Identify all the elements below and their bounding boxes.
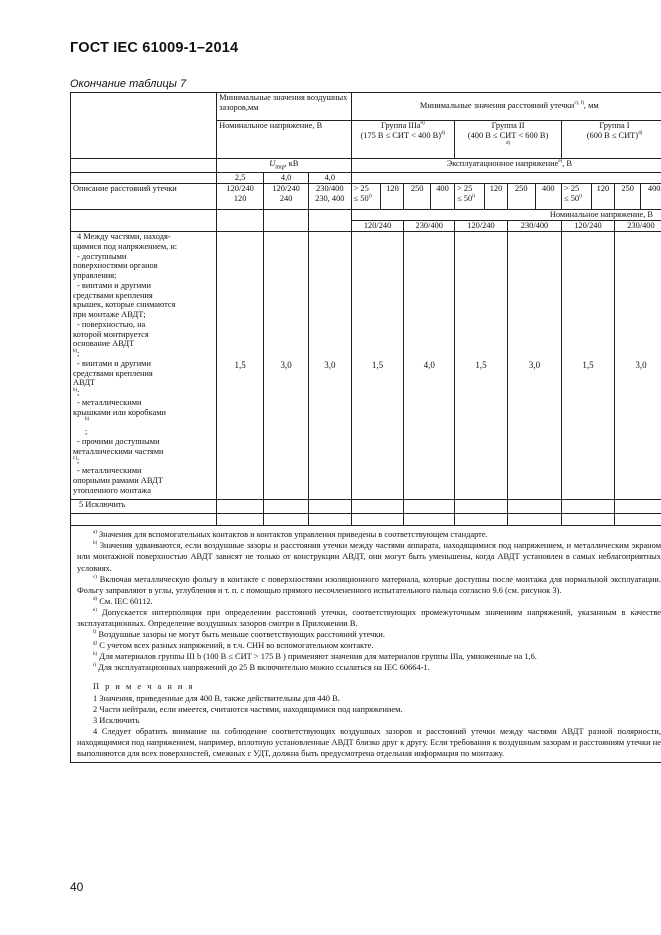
footnote: $^{f)}$ Воздушные зазоры не могут быть меньше соответствующих расстояний утечки. [93, 630, 386, 640]
op-voltage-cell: 120 [381, 184, 404, 210]
nominal-voltage-cell: 230/400 [404, 221, 455, 232]
row5-label: 5 Исключить [71, 500, 217, 514]
footnote: $^{g)}$ С учетом всех разных напряжений, в т.ч. СНН во вспомогательном контакте. [93, 641, 374, 651]
op-voltage-low-cell: > 25 ≤ $50^{i)}$ [562, 184, 592, 210]
empty-cell [614, 514, 661, 526]
row4-description: 4 Между частями, находя- щимися под напряжением, и: - доступными поверхностями органов управления; - винтами и другими средствами крепления крышек, которые снимаются при монтаже АВДТ; - поверхностью, на которой монтируется основание АВДТ $^{b)}$; - винтами и другими средствами крепления АВДТ $^{b)}$; - металлическими крышками или коробками $^{b)}$ ; - прочими доступными металлическими частями $^{c)}$; - металлическими опорными рамами АВДТ утопленного монтажа [71, 232, 217, 500]
footnote: $^{h)}$ Для материалов группы III b (100 В ≤ СИТ > 175 В ) применяют значения для материалов группы IIIa, умноженные на 1,6. [93, 652, 537, 662]
air-gap-value: 3,0 [264, 232, 309, 500]
empty-cell [71, 173, 217, 184]
footnote: $^{e)}$ Допускается интерполяция при определении расстояний утечки, соответствующих промежуточным значениям напряжений, указанным в качестве эксплуатационных. Определение воздушных зазоров смотри в Приложении В. [77, 607, 661, 628]
footnote: $^{c)}$ Включая металлическую фольгу в контакте с поверхностями изоляционного материала, которые доступны после монтажа для нормальной эксплуатации. Фольгу заправляют в углы, углубления и т. п. с помощью прямого несочлененного испытательного пальца согласно 9.6 (см. рисунок 3). [77, 574, 661, 595]
group-1-header: Группа I (600 В ≤ СИТ)$^{d)}$ [562, 121, 661, 159]
air-voltage-cell: 230/400 230, 400 [309, 184, 352, 210]
uimp-value: 4,0 [264, 173, 309, 184]
empty-cell [71, 159, 217, 173]
note: 2 Части нейтрали, если имеется, считаются частями, находящимися под напряжением. [93, 704, 403, 714]
empty-cell [351, 514, 404, 526]
empty-cell [217, 500, 264, 514]
op-voltage-cell: 400 [535, 184, 561, 210]
empty-cell [351, 500, 404, 514]
empty-cell [562, 514, 615, 526]
creepage-value: 4,0 [404, 232, 455, 500]
nominal-voltage-header: Номинальное напряжение, В [217, 121, 352, 159]
document-title: ГОСТ IEC 61009-1–2014 [70, 40, 239, 56]
op-voltage-cell: 250 [614, 184, 640, 210]
empty-cell [507, 500, 561, 514]
empty-cell [264, 500, 309, 514]
empty-cell [309, 210, 352, 232]
footnote: $^{i)}$ Для эксплуатационных напряжений до 25 В включительно можно ссылаться на IEC 60664-1. [93, 663, 430, 673]
air-gap-value: 3,0 [309, 232, 352, 500]
empty-cell [264, 514, 309, 526]
nominal-voltage-cell: 230/400 [507, 221, 561, 232]
footnote: $^{a)}$ Значения для вспомогательных контактов и контактов управления приведены в соответствующем стандарте. [93, 530, 488, 540]
empty-cell [562, 500, 615, 514]
row-desc-label: Описание расстояний утечки [71, 184, 217, 210]
nominal-voltage-cell: 230/400 [614, 221, 661, 232]
table-caption: Окончание таблицы 7 [70, 78, 187, 90]
op-voltage-cell: 400 [430, 184, 454, 210]
empty-cell [614, 500, 661, 514]
note: 3 Исключить [93, 715, 140, 725]
group-3a-header: Группа IIIа$^{h)}$ (175 В ≤ СИТ < 400 В)$^{d)}$ [351, 121, 454, 159]
empty-cell [404, 500, 455, 514]
empty-cell [217, 210, 264, 232]
op-voltage-cell: 120 [591, 184, 614, 210]
empty-cell [351, 173, 661, 184]
creepage-value: 1,5 [455, 232, 508, 500]
uimp-value: 2,5 [217, 173, 264, 184]
creepage-value: 3,0 [507, 232, 561, 500]
operating-voltage-header: Эксплуатационное напряжение$^{e)}$, В [351, 159, 661, 173]
creepage-value: 1,5 [562, 232, 615, 500]
op-voltage-cell: 120 [484, 184, 507, 210]
air-gap-value: 1,5 [217, 232, 264, 500]
notes-heading: П р и м е ч а н и я [93, 682, 195, 692]
uimp-label: $U_{imp}$, кВ [217, 159, 352, 173]
nominal-voltage-cell: 120/240 [562, 221, 615, 232]
footnotes-block [71, 526, 661, 763]
empty-cell [455, 500, 508, 514]
creepage-header: Минимальные значения расстояний утечки$^{c), f)}$, мм [351, 93, 661, 121]
note: 1 Значения, приведенные для 400 В, также действительны для 440 В. [93, 693, 340, 703]
op-voltage-cell: 250 [507, 184, 535, 210]
air-voltage-cell: 120/240 240 [264, 184, 309, 210]
empty-cell [455, 514, 508, 526]
op-voltage-cell: 400 [641, 184, 661, 210]
air-gap-header: Минимальные значения воздушных зазоров,мм [217, 93, 352, 121]
air-voltage-cell: 120/240 120 [217, 184, 264, 210]
empty-cell [507, 514, 561, 526]
empty-cell [264, 210, 309, 232]
page-number: 40 [70, 880, 84, 894]
empty-cell [309, 514, 352, 526]
nominal-voltage-cell: 120/240 [455, 221, 508, 232]
nominal-voltage-row-label: Номинальное напряжение, В [351, 210, 661, 221]
op-voltage-cell: 250 [404, 184, 430, 210]
op-voltage-low-cell: > 25 ≤ $50^{i)}$ [455, 184, 485, 210]
op-voltage-low-cell: > 25 ≤ $50^{i)}$ [351, 184, 381, 210]
note: 4 Следует обратить внимание на соблюдение соответствующих воздушных зазоров и расстояний утечки между частями АВДТ разной полярности, находящимися под напряжением, например, вплотную установленные АВДТ близко друг к другу. Если требования к воздушным зазорам и расстояниям утечки не выполняются для всех поверхностей, смежных с УДТ, должна быть предусмотрена отдельная информация по монтажу. [77, 726, 661, 759]
header-empty-cell [71, 93, 217, 159]
empty-cell [71, 210, 217, 232]
creepage-value: 3,0 [614, 232, 661, 500]
creepage-table [70, 92, 661, 763]
empty-cell [404, 514, 455, 526]
group-2-header: Группа II (400 В ≤ СИТ < 600 В) $^{d)}$ [455, 121, 562, 159]
empty-cell [71, 514, 217, 526]
footnote: $^{b)}$ Значения удваиваются, если воздушные зазоры и расстояния утечки между частями аппарата, находящимися под напряжением, и металлическим экраном или монтажной поверхностью АВДТ зависят не только от конструкции АВДТ, они могут быть уменьшены, когда АВДТ установлен в самых неблагоприятных условиях. [77, 541, 661, 573]
creepage-value: 1,5 [351, 232, 404, 500]
uimp-value: 4,0 [309, 173, 352, 184]
footnote: $^{d)}$ См. IEC 60112. [93, 596, 153, 606]
empty-cell [217, 514, 264, 526]
empty-cell [309, 500, 352, 514]
nominal-voltage-cell: 120/240 [351, 221, 404, 232]
